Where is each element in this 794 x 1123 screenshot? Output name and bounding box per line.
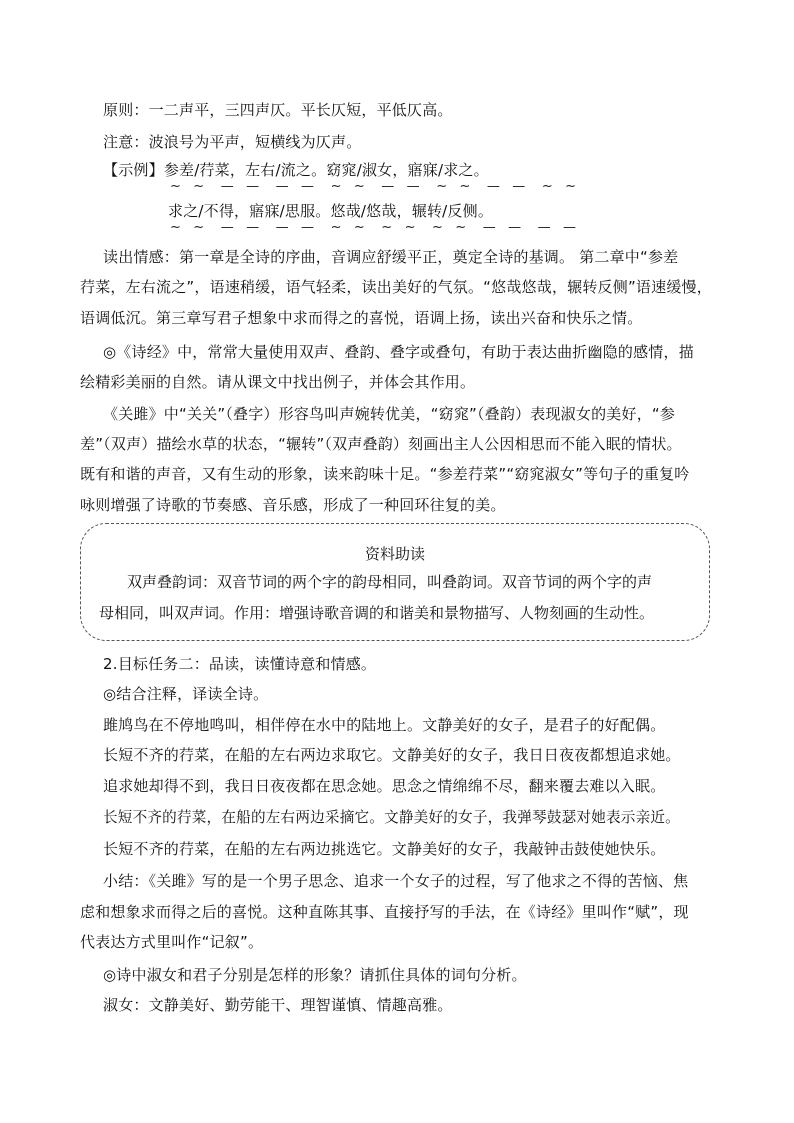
paragraph-shijing-2: 绘精彩美丽的自然。请从课文中找出例子，并体会其作用。	[80, 373, 476, 391]
reference-box-title: 资料助读	[364, 545, 425, 563]
paragraph-reading-emotion-2: 荇菜，左右流之”，语速稍缓，语气轻柔，读出美好的气氛。“悠哉悠哉，辗转反侧”语速缓慢，	[80, 278, 712, 296]
translation-line-4: 长短不齐的荇菜，在船的左右两边采摘它。文静美好的女子，我弹琴鼓瑟对她表示亲近。	[103, 809, 680, 826]
paragraph-guanju-1: 《关雎》中“关关”（叠字）形容鸟叫声婉转优美，“窈窕”（叠韵）表现淑女的美好，“参	[103, 405, 676, 423]
example-line-1	[103, 160, 489, 180]
tone-marks-1: ~ ~ — — — — ~ ~ — — ~ ~ — — ~ ~	[170, 179, 577, 194]
paragraph-reading-emotion-1: 读出情感：第一章是全诗的序曲，音调应舒缓平正，奠定全诗的基调。 第二章中“参差	[103, 248, 679, 266]
paragraph-shijing-1: ◎《诗经》中，常常大量使用双声、叠韵、叠字或叠句，有助于表达曲折幽隐的感情，描	[103, 343, 694, 361]
example-line-2: 求之/不得，寤寐/思服。悠哉/悠哉，辗转/反侧。	[168, 202, 494, 220]
answer-line: 淑女：文静美好、勤劳能干、理智谨慎、情趣高雅。	[103, 996, 453, 1014]
paragraph-guanju-3: 既有和谐的声音，又有生动的形象，读来韵味十足。“参差荇菜”“窈窕淑女”等句子的重复吟	[80, 465, 690, 483]
translation-line-5: 长短不齐的荇菜，在船的左右两边挑选它。文静美好的女子，我敲钟击鼓使她快乐。	[103, 840, 666, 858]
example-text-1: 参差/荇菜，左右/流之。窈窕/淑女，寤寐/求之。	[163, 161, 489, 179]
paragraph-reading-emotion-3: 语调低沉。第三章写君子想象中求而得之的喜悦，语调上扬，读出兴奋和快乐之情。	[80, 309, 643, 327]
question-line: ◎诗中淑女和君子分别是怎样的形象？请抓住具体的词句分析。	[103, 966, 527, 984]
translation-line-1: 雎鸠鸟在不停地鸣叫，相伴停在水中的陆地上。文静美好的女子，是君子的好配偶。	[103, 716, 666, 734]
reference-box	[80, 523, 710, 641]
note-line: 注意：波浪号为平声，短横线为仄声。	[103, 133, 362, 151]
paragraph-guanju-2: 差”（双声）描绘水草的状态，“辗转”（双声叠韵）刻画出主人公因相思而不能入眠的情状。	[80, 435, 682, 453]
task-two-heading: 2.目标任务二：品读，读懂诗意和情感。	[103, 655, 377, 673]
paragraph-guanju-4: 咏则增强了诗歌的节奏感、音乐感，形成了一种回环往复的美。	[80, 496, 506, 514]
summary-line-2: 虑和想象求而得之后的喜悦。这种直陈其事、直接抒写的手法，在《诗经》里叫作“赋”，现	[80, 903, 689, 921]
tone-marks-2: ~ ~ — — — — ~ ~ ~ ~ ~ ~ — — — —	[170, 220, 577, 235]
reference-box-line-2: 母相同，叫双声词。作用：增强诗歌音调的和谐美和景物描写、人物刻画的生动性。	[99, 604, 655, 622]
example-label: 【示例】	[103, 161, 164, 179]
summary-line-3: 代表达方式里叫作“记叙”。	[80, 933, 264, 951]
translation-line-2: 长短不齐的荇菜，在船的左右两边求取它。文静美好的女子，我日日夜夜都想追求她。	[103, 746, 681, 764]
principle-line: 原则：一二声平，三四声仄。平长仄短，平低仄高。	[103, 101, 453, 119]
summary-line-1: 小结：《关雎》写的是一个男子思念、追求一个女子的过程，写了他求之不得的苦恼、焦	[103, 872, 689, 890]
translate-instruction: ◎结合注释，译读全诗。	[103, 685, 269, 703]
translation-line-3: 追求她却得不到，我日日夜夜都在思念她。思念之情绵绵不尽，翻来覆去难以入眠。	[103, 777, 666, 795]
reference-box-line-1: 双声叠韵词：双音节词的两个字的韵母相同，叫叠韵词。双音节词的两个字的声	[127, 573, 653, 591]
